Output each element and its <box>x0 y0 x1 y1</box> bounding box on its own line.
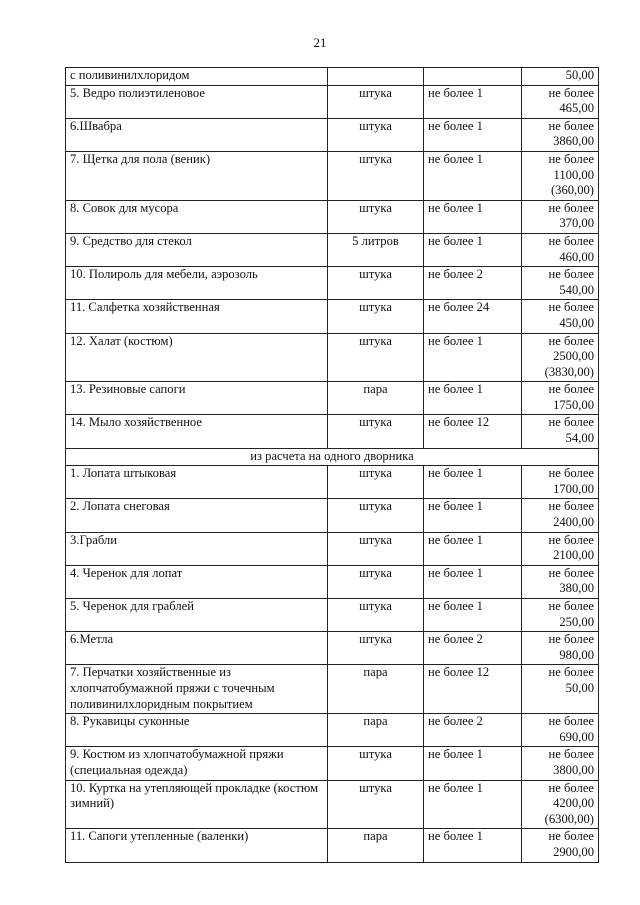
table-row <box>66 829 599 862</box>
price-line: 250,00 <box>559 614 594 629</box>
item-name: 5. Черенок для граблей <box>66 599 328 632</box>
price-line: 4200,00 <box>553 796 594 811</box>
table-row <box>66 333 599 382</box>
item-name: 11. Салфетка хозяйственная <box>66 300 328 333</box>
item-name: 6.Метла <box>66 632 328 665</box>
item-price <box>522 780 599 829</box>
price-line: не более <box>548 300 594 315</box>
item-unit: штука <box>328 333 424 382</box>
price-line: 2400,00 <box>553 515 594 530</box>
item-price <box>522 532 599 565</box>
item-name: 10. Куртка на утепляющей прокладке (костюм зимний) <box>66 780 328 829</box>
table-row <box>66 382 599 415</box>
item-quantity: не более 12 <box>424 415 522 448</box>
items-table <box>65 67 599 863</box>
item-name: 1. Лопата штыковая <box>66 466 328 499</box>
table-body-cleaner <box>66 68 599 449</box>
price-line: (6300,00) <box>544 811 594 826</box>
price-line: 50,00 <box>565 68 594 82</box>
table-body-yard-keeper <box>66 466 599 862</box>
item-quantity: не более 1 <box>424 829 522 862</box>
item-unit: штука <box>328 85 424 118</box>
price-line: 460,00 <box>559 249 594 264</box>
item-quantity: не более 1 <box>424 532 522 565</box>
item-quantity: не более 1 <box>424 151 522 200</box>
item-unit: пара <box>328 714 424 747</box>
item-quantity: не более 24 <box>424 300 522 333</box>
item-price <box>522 466 599 499</box>
item-name: 7. Щетка для пола (веник) <box>66 151 328 200</box>
item-unit: штука <box>328 200 424 233</box>
item-price <box>522 499 599 532</box>
table-row <box>66 780 599 829</box>
price-line: 2900,00 <box>553 844 594 859</box>
item-quantity: не более 1 <box>424 780 522 829</box>
price-line: 2100,00 <box>553 548 594 563</box>
table-row <box>66 267 599 300</box>
item-quantity: не более 1 <box>424 747 522 780</box>
table-row <box>66 151 599 200</box>
item-quantity: не более 1 <box>424 565 522 598</box>
item-name: с поливинилхлоридом <box>66 68 328 86</box>
price-line: не более <box>548 267 594 282</box>
table-row <box>66 632 599 665</box>
item-quantity: не более 1 <box>424 85 522 118</box>
item-unit: штука <box>328 151 424 200</box>
price-line: 465,00 <box>559 101 594 116</box>
item-price <box>522 632 599 665</box>
item-quantity: не более 1 <box>424 382 522 415</box>
price-line: 370,00 <box>559 216 594 231</box>
item-quantity: не более 2 <box>424 632 522 665</box>
item-unit: штука <box>328 118 424 151</box>
item-price <box>522 599 599 632</box>
table-row <box>66 68 599 86</box>
price-line: (3830,00) <box>544 364 594 379</box>
table-row <box>66 300 599 333</box>
price-line: 980,00 <box>559 647 594 662</box>
item-name: 8. Рукавицы суконные <box>66 714 328 747</box>
section-title: из расчета на одного дворника <box>66 448 599 466</box>
item-price <box>522 665 599 714</box>
item-name: 6.Швабра <box>66 118 328 151</box>
item-price <box>522 747 599 780</box>
item-price <box>522 300 599 333</box>
price-line: 1100,00 <box>553 167 594 182</box>
table-row <box>66 714 599 747</box>
price-line: не более <box>548 333 594 348</box>
item-price <box>522 333 599 382</box>
item-name: 10. Полироль для мебели, аэрозоль <box>66 267 328 300</box>
table-row <box>66 665 599 714</box>
item-name: 14. Мыло хозяйственное <box>66 415 328 448</box>
item-unit: штука <box>328 565 424 598</box>
item-price <box>522 415 599 448</box>
price-line: 54,00 <box>565 431 594 446</box>
item-price <box>522 565 599 598</box>
item-unit: штука <box>328 747 424 780</box>
price-line: не более <box>548 780 594 795</box>
price-line: не более <box>548 665 594 680</box>
item-quantity: не более 1 <box>424 200 522 233</box>
price-line: 1750,00 <box>553 397 594 412</box>
section-row <box>66 448 599 466</box>
price-line: не более <box>548 200 594 215</box>
page-number: 21 <box>313 35 327 50</box>
table-row <box>66 415 599 448</box>
table-row <box>66 466 599 499</box>
item-name: 7. Перчатки хозяйственные из хлопчатобумажной пряжи с точечным поливинилхлоридным покрытием <box>66 665 328 714</box>
item-unit: пара <box>328 829 424 862</box>
item-quantity <box>424 68 522 86</box>
item-quantity: не более 1 <box>424 466 522 499</box>
price-line: не более <box>548 151 594 166</box>
item-name: 5. Ведро полиэтиленовое <box>66 85 328 118</box>
table-row <box>66 532 599 565</box>
price-line: не более <box>548 632 594 647</box>
item-name: 12. Халат (костюм) <box>66 333 328 382</box>
item-unit: пара <box>328 665 424 714</box>
price-line: не более <box>548 415 594 430</box>
price-line: (360,00) <box>550 183 594 198</box>
table-row <box>66 599 599 632</box>
price-line: не более <box>548 118 594 133</box>
item-quantity: не более 1 <box>424 499 522 532</box>
price-line: не более <box>548 382 594 397</box>
item-unit: 5 литров <box>328 233 424 266</box>
price-line: 2500,00 <box>553 349 594 364</box>
item-unit: штука <box>328 499 424 532</box>
price-line: не более <box>548 599 594 613</box>
item-price <box>522 151 599 200</box>
item-price <box>522 267 599 300</box>
item-unit: штука <box>328 300 424 333</box>
item-unit: пара <box>328 382 424 415</box>
price-line: не более <box>548 499 594 514</box>
price-line: не более <box>548 565 594 580</box>
item-price <box>522 200 599 233</box>
item-price <box>522 382 599 415</box>
price-line: 1700,00 <box>553 481 594 496</box>
price-line: не более <box>548 747 594 762</box>
item-price <box>522 118 599 151</box>
item-unit: штука <box>328 532 424 565</box>
item-price <box>522 714 599 747</box>
price-line: не более <box>548 532 594 547</box>
item-unit: штука <box>328 632 424 665</box>
table-row <box>66 200 599 233</box>
item-quantity: не более 1 <box>424 118 522 151</box>
price-line: 540,00 <box>559 282 594 297</box>
item-price <box>522 233 599 266</box>
table-row <box>66 85 599 118</box>
item-quantity: не более 1 <box>424 599 522 632</box>
table-row <box>66 747 599 780</box>
item-quantity: не более 1 <box>424 333 522 382</box>
item-unit <box>328 68 424 86</box>
item-name: 2. Лопата снеговая <box>66 499 328 532</box>
price-line: 450,00 <box>559 315 594 330</box>
price-line: не более <box>548 466 594 481</box>
item-name: 11. Сапоги утепленные (валенки) <box>66 829 328 862</box>
price-line: не более <box>548 829 594 844</box>
item-quantity: не более 1 <box>424 233 522 266</box>
item-unit: штука <box>328 599 424 632</box>
item-unit: штука <box>328 780 424 829</box>
item-quantity: не более 2 <box>424 267 522 300</box>
item-unit: штука <box>328 415 424 448</box>
item-name: 8. Совок для мусора <box>66 200 328 233</box>
price-line: 3860,00 <box>553 134 594 149</box>
price-line: 380,00 <box>559 581 594 596</box>
price-line: 50,00 <box>565 680 594 695</box>
table-row <box>66 499 599 532</box>
item-unit: штука <box>328 466 424 499</box>
item-name: 3.Грабли <box>66 532 328 565</box>
price-line: не более <box>548 85 594 100</box>
item-price <box>522 829 599 862</box>
item-unit: штука <box>328 267 424 300</box>
item-name: 4. Черенок для лопат <box>66 565 328 598</box>
table-row <box>66 118 599 151</box>
price-line: не более <box>548 233 594 248</box>
item-price <box>522 68 599 86</box>
item-quantity: не более 2 <box>424 714 522 747</box>
item-name: 9. Костюм из хлопчатобумажной пряжи (специальная одежда) <box>66 747 328 780</box>
item-name: 13. Резиновые сапоги <box>66 382 328 415</box>
price-line: не более <box>548 714 594 729</box>
price-line: 690,00 <box>559 729 594 744</box>
table-row <box>66 233 599 266</box>
item-name: 9. Средство для стекол <box>66 233 328 266</box>
price-line: 3800,00 <box>553 762 594 777</box>
item-quantity: не более 12 <box>424 665 522 714</box>
item-price <box>522 85 599 118</box>
table-row <box>66 565 599 598</box>
